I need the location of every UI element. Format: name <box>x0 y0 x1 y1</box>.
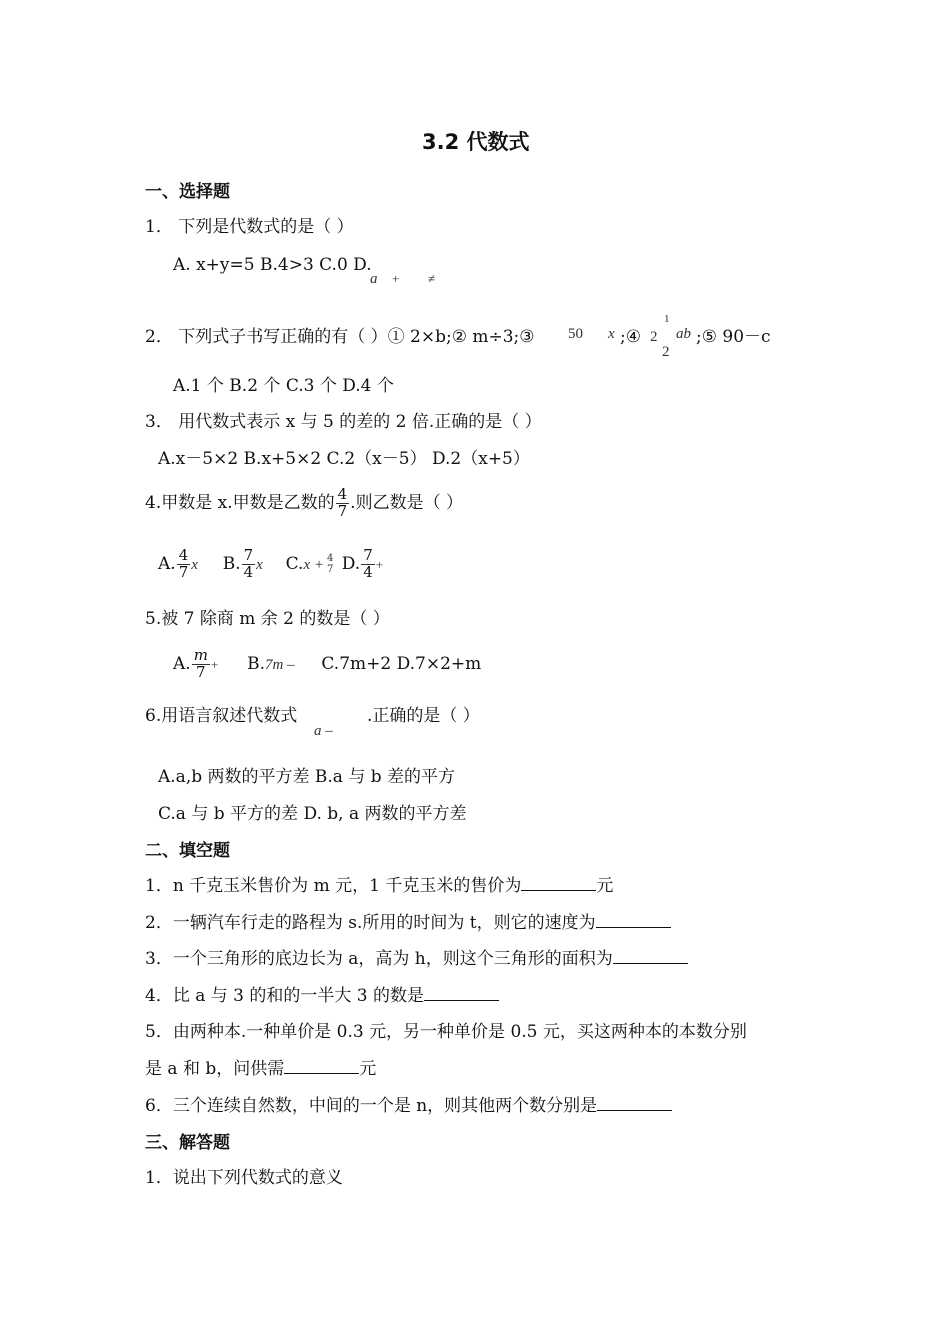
q5-rest: C.7m+2 D.7×2+m <box>321 653 482 674</box>
fill-item-4 <box>145 986 499 1006</box>
q4-frac-den: 7 <box>337 501 348 520</box>
q6-options-2: C.a 与 b 平方的差 D. b, a 两数的平方差 <box>158 804 467 824</box>
q4-a-frac <box>177 548 191 581</box>
q2-two: 2 <box>650 329 658 345</box>
q4-d-num: 7 <box>363 546 373 564</box>
fill-6-text: 6．三个连续自然数，中间的一个是 n，则其他两个数分别是 <box>145 1096 598 1116</box>
q4-a-label: A. <box>158 553 176 574</box>
q3-options: A.x－5×2 B.x+5×2 C.2（x－5） D.2（x+5） <box>158 449 530 469</box>
q5-a-num: m <box>193 646 208 664</box>
q4-c-label: C. <box>285 553 304 574</box>
q4-b-num: 7 <box>243 546 254 564</box>
q4-stem-a: 4.甲数是 x.甲数是乙数的 <box>145 492 335 513</box>
q5-a-label: A. <box>173 653 191 674</box>
q2-ab: ab <box>676 326 691 342</box>
fill-5-text: 是 a 和 b，问供需 <box>145 1059 285 1079</box>
q2-mid: ;④ <box>620 327 641 347</box>
q4-b-frac <box>242 548 256 581</box>
q4-b-den: 4 <box>243 562 254 581</box>
q5-b-label: B. <box>247 653 265 674</box>
fill-item-5a: 5．由两种本.一种单价是 0.3 元，另一种单价是 0.5 元，买这两种本的本数分别 <box>145 1022 747 1042</box>
q4-d-plus: + <box>375 556 384 572</box>
q4-frac-num: 4 <box>337 485 348 503</box>
q4-c-top: 4 <box>327 553 334 565</box>
q2-fifty: 50 <box>568 326 583 342</box>
q4-a-x: x <box>191 556 198 573</box>
q4-stem-b: .则乙数是（ ） <box>350 492 463 513</box>
q4-a-num: 4 <box>178 546 189 564</box>
q4-c-bot: 7 <box>327 564 334 576</box>
fill-5-unit: 元 <box>359 1059 377 1079</box>
q1-options-text: A. x+y=5 B.4>3 C.0 D. <box>173 255 372 275</box>
section-heading-answer: 三、解答题 <box>145 1133 230 1153</box>
q2-x: x <box>608 326 615 342</box>
fill-item-2 <box>145 913 671 933</box>
q2-frac-den: 2 <box>662 344 670 360</box>
fill-item-1 <box>145 876 613 896</box>
fill-item-5b <box>145 1059 376 1079</box>
fill-2-text: 2．一辆汽车行走的路程为 s.所用的时间为 t，则它的速度为 <box>145 913 596 933</box>
q6-options-1: A.a,b 两数的平方差 B.a 与 b 差的平方 <box>158 767 456 787</box>
fill-3-text: 3．一个三角形的底边长为 a，高为 h，则这个三角形的面积为 <box>145 949 613 969</box>
q2-options: A.1 个 B.2 个 C.3 个 D.4 个 <box>173 376 394 396</box>
fill-4-blank[interactable] <box>424 986 499 1001</box>
section-heading-fill: 二、填空题 <box>145 841 230 861</box>
fill-2-blank[interactable] <box>596 913 671 928</box>
fill-6-blank[interactable] <box>597 1096 672 1111</box>
q6-stem-b: .正确的是（ ） <box>367 706 480 726</box>
q4-d-label: D. <box>341 553 361 574</box>
q2-frac-num: 1 <box>664 313 670 325</box>
page-title: 3.2 代数式 <box>422 130 530 154</box>
q5-a-den: 7 <box>196 662 206 681</box>
section-heading-choice: 一、选择题 <box>145 182 230 202</box>
q6-stem-a: 6.用语言叙述代数式 <box>145 706 298 726</box>
q4-d-frac <box>361 548 375 581</box>
fill-item-6 <box>145 1096 672 1116</box>
fill-5-blank[interactable] <box>284 1059 359 1074</box>
q4-a-den: 7 <box>178 562 189 581</box>
q4-b-x: x <box>256 556 263 573</box>
q1-d-a: a <box>370 271 378 287</box>
q5-a-frac <box>192 648 210 681</box>
q4-b-label: B. <box>222 553 241 574</box>
q4-fraction <box>336 487 350 520</box>
q4-options <box>158 548 383 581</box>
q6-expr: a – <box>314 723 333 739</box>
fill-1-text: 1．n 千克玉米售价为 m 元，1 千克玉米的售价为 <box>145 876 522 896</box>
fill-3-blank[interactable] <box>613 949 688 964</box>
q5-options <box>173 648 481 681</box>
answer-item-1: 1．说出下列代数式的意义 <box>145 1168 343 1188</box>
fill-item-3 <box>145 949 688 969</box>
q1-options <box>173 255 372 275</box>
q4-d-den: 4 <box>363 562 373 581</box>
q2-tail: ;⑤ 90－c <box>696 327 771 347</box>
q1-d-plus: + <box>392 271 400 286</box>
q3-stem: 3． 用代数式表示 x 与 5 的差的 2 倍.正确的是（ ） <box>145 412 542 432</box>
q5-a-plus: + <box>210 656 219 672</box>
fill-1-blank[interactable] <box>521 876 596 891</box>
q5-stem: 5.被 7 除商 m 余 2 的数是（ ） <box>145 609 390 629</box>
q1-stem: 1． 下列是代数式的是（ ） <box>145 217 354 237</box>
q1-d-ne: ≠ <box>428 271 436 286</box>
q4-c-expr: x + <box>303 556 324 573</box>
q4-stem <box>145 487 463 520</box>
q2-stem: 2． 下列式子书写正确的有（ ）① 2×b;② m÷3;③ <box>145 327 535 347</box>
fill-1-unit: 元 <box>596 876 614 896</box>
q5-b-expr: 7m – <box>264 656 295 673</box>
fill-4-text: 4．比 a 与 3 的和的一半大 3 的数是 <box>145 986 425 1006</box>
